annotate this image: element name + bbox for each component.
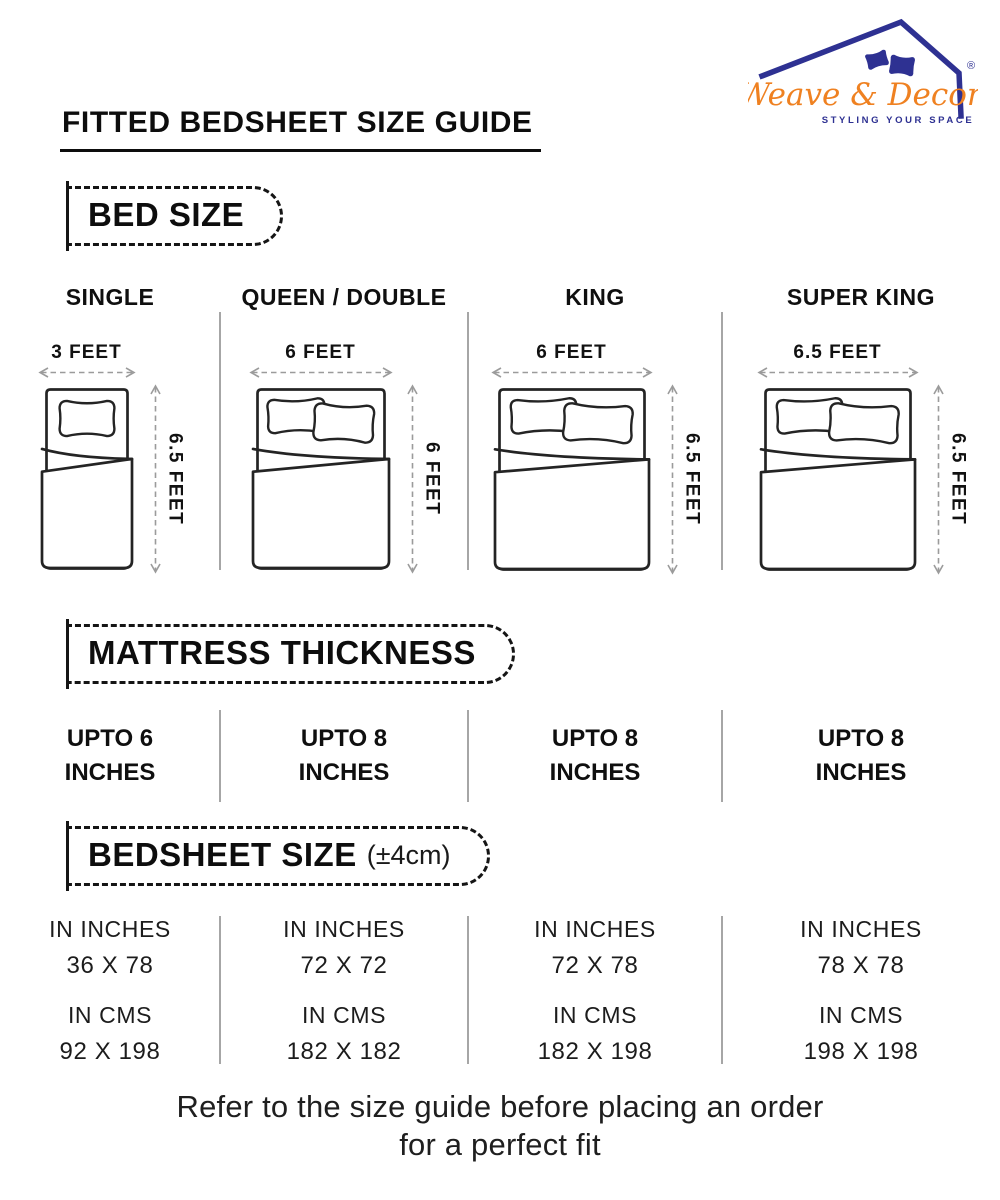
mattress-thickness-single [0, 710, 220, 802]
bed-icon [40, 387, 134, 573]
bed-height-label: 6 FEET [421, 442, 443, 516]
page-title: FITTED BEDSHEET SIZE GUIDE [60, 106, 541, 152]
bed-icon [759, 387, 917, 574]
bedsheet-size-badge [66, 826, 490, 886]
mattress-thickness-king [468, 710, 722, 802]
bed-height-label: 6.5 FEET [681, 433, 703, 526]
bed-width-label: 3 FEET [51, 342, 122, 363]
height-arrow-icon [665, 381, 680, 578]
brand-logo [748, 12, 978, 128]
bed-size-row [0, 284, 1000, 578]
inches-value: 72 X 78 [551, 952, 639, 979]
mattress-thickness-queen-double [220, 710, 468, 802]
size-title: KING [565, 284, 625, 310]
inches-heading: IN INCHES [534, 916, 656, 942]
bed-width-label: 6 FEET [285, 342, 356, 363]
size-title: SINGLE [65, 284, 155, 310]
inches-value: 72 X 72 [300, 952, 388, 979]
mattress-badge-label: MATTRESS THICKNESS [88, 634, 476, 671]
registered-mark: ® [967, 60, 976, 72]
height-arrow-icon [148, 381, 163, 577]
height-arrow-icon [931, 381, 946, 578]
height-arrow-icon [405, 381, 420, 577]
bedsheet-size-super-king [722, 912, 1000, 1066]
size-column-king [468, 284, 722, 578]
mattress-thickness-row [0, 710, 1000, 802]
mattress-thickness-value: UPTO 8 INCHES [298, 725, 390, 786]
logo-pillows-icon [864, 48, 917, 77]
cms-value: 92 X 198 [59, 1038, 161, 1065]
width-arrow-icon [246, 365, 396, 380]
cms-heading: IN CMS [67, 1002, 153, 1028]
mattress-thickness-badge [66, 624, 515, 684]
bed-size-badge-label: BED SIZE [88, 196, 245, 233]
size-column-single [0, 284, 220, 578]
bed-icon [493, 387, 651, 574]
inches-value: 36 X 78 [66, 952, 154, 979]
inches-heading: IN INCHES [800, 916, 922, 942]
brand-tagline: STYLING YOUR SPACE [821, 115, 975, 126]
bed-width-label: 6.5 FEET [793, 342, 882, 363]
bedsheet-size-queen-double [220, 912, 468, 1066]
size-title: QUEEN / DOUBLE [241, 284, 447, 310]
cms-value: 182 X 198 [537, 1038, 653, 1065]
inches-value: 78 X 78 [817, 952, 905, 979]
brand-name: Weave & Decor [748, 77, 978, 113]
cms-heading: IN CMS [818, 1002, 904, 1028]
bed-height-label: 6.5 FEET [947, 433, 969, 526]
cms-value: 198 X 198 [803, 1038, 919, 1065]
mattress-thickness-value: UPTO 8 INCHES [549, 725, 641, 786]
footer-line-1: Refer to the size guide before placing an order [176, 1089, 824, 1124]
bedsheet-size-row [0, 912, 1000, 1072]
bedsheet-badge-label: BEDSHEET SIZE [88, 836, 357, 873]
inches-heading: IN INCHES [283, 916, 405, 942]
footer-note [0, 1088, 1000, 1164]
footer-line-2: for a perfect fit [399, 1127, 601, 1163]
size-column-super-king [722, 284, 1000, 578]
mattress-thickness-value: UPTO 8 INCHES [815, 725, 907, 786]
logo-graphic [748, 12, 978, 128]
bedsheet-size-single [0, 912, 220, 1066]
mattress-thickness-value: UPTO 6 INCHES [64, 725, 156, 786]
size-title: SUPER KING [786, 284, 936, 310]
mattress-thickness-super-king [722, 710, 1000, 802]
cms-heading: IN CMS [552, 1002, 638, 1028]
bed-icon [251, 387, 391, 573]
bedsheet-size-king [468, 912, 722, 1066]
bed-height-label: 6.5 FEET [164, 432, 186, 526]
cms-value: 182 X 182 [286, 1038, 402, 1065]
width-arrow-icon [754, 365, 922, 380]
bed-width-label: 6 FEET [536, 342, 607, 363]
width-arrow-icon [35, 365, 139, 380]
size-column-queen-double [220, 284, 468, 578]
bedsheet-tolerance: (±4cm) [366, 839, 451, 870]
inches-heading: IN INCHES [49, 916, 171, 942]
width-arrow-icon [488, 365, 656, 380]
bed-size-badge [66, 186, 283, 246]
cms-heading: IN CMS [301, 1002, 387, 1028]
